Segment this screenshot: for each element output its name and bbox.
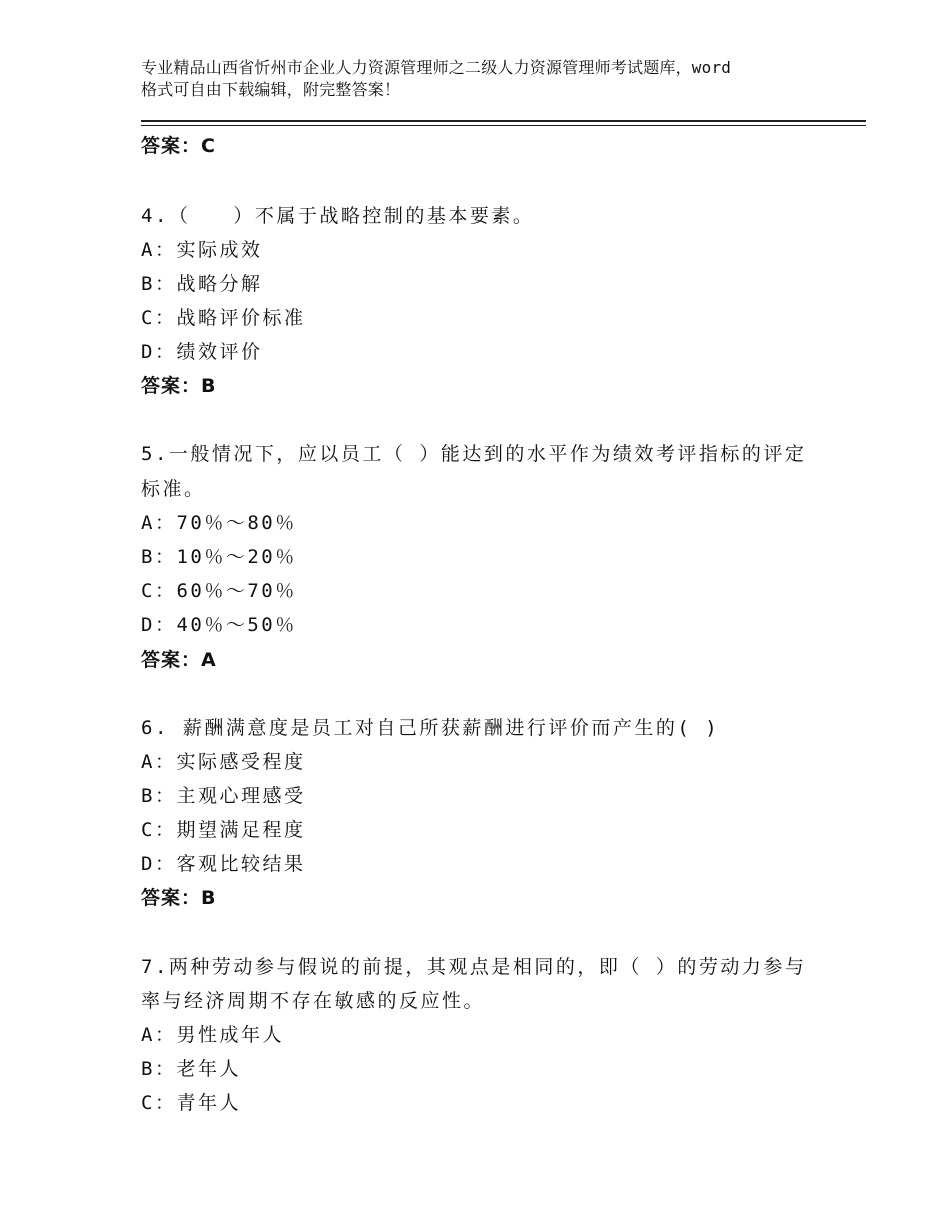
question-7-option-a: A：男性成年人 bbox=[141, 1024, 284, 1046]
header-divider-thick bbox=[141, 120, 866, 122]
question-6-option-a: A：实际感受程度 bbox=[141, 751, 306, 773]
question-6-option-b: B：主观心理感受 bbox=[141, 785, 306, 807]
question-7-stem-line-2: 率与经济周期不存在敏感的反应性。 bbox=[141, 990, 486, 1012]
question-4-option-c: C：战略评价标准 bbox=[141, 307, 306, 329]
question-6-option-c: C：期望满足程度 bbox=[141, 819, 306, 841]
question-4-option-a: A：实际成效 bbox=[141, 239, 263, 261]
question-4-option-b: B：战略分解 bbox=[141, 273, 263, 295]
question-4-answer: 答案：B bbox=[141, 375, 217, 397]
header-title-line-2: 格式可自由下载编辑，附完整答案！ bbox=[141, 80, 401, 99]
document-header bbox=[141, 57, 841, 101]
question-5-option-a: A：70％～80％ bbox=[141, 512, 297, 534]
question-7-option-c: C：青年人 bbox=[141, 1092, 241, 1114]
answer-previous-question: 答案：C bbox=[141, 135, 216, 157]
question-7-option-b: B：老年人 bbox=[141, 1058, 241, 1080]
question-6-stem: 6. 薪酬满意度是员工对自己所获薪酬进行评价而产生的( ) bbox=[141, 717, 720, 739]
question-5-answer: 答案：A bbox=[141, 649, 217, 671]
question-6-option-d: D：客观比较结果 bbox=[141, 853, 306, 875]
question-4-stem: 4.（ ）不属于战略控制的基本要素。 bbox=[141, 205, 535, 227]
question-4-option-d: D：绩效评价 bbox=[141, 341, 263, 363]
question-5-option-c: C：60％～70％ bbox=[141, 580, 297, 602]
question-5-stem-line-1: 5.一般情况下，应以员工（ ）能达到的水平作为绩效考评指标的评定 bbox=[141, 443, 807, 465]
question-5-stem-line-2: 标准。 bbox=[141, 478, 206, 500]
question-5-option-b: B：10％～20％ bbox=[141, 546, 297, 568]
header-divider-thin bbox=[141, 125, 866, 126]
question-6-answer: 答案：B bbox=[141, 887, 217, 909]
header-title-line-1: 专业精品山西省忻州市企业人力资源管理师之二级人力资源管理师考试题库，word bbox=[141, 58, 732, 77]
question-7-stem-line-1: 7.两种劳动参与假说的前提，其观点是相同的，即（ ）的劳动力参与 bbox=[141, 956, 807, 978]
question-5-option-d: D：40％～50％ bbox=[141, 614, 297, 636]
